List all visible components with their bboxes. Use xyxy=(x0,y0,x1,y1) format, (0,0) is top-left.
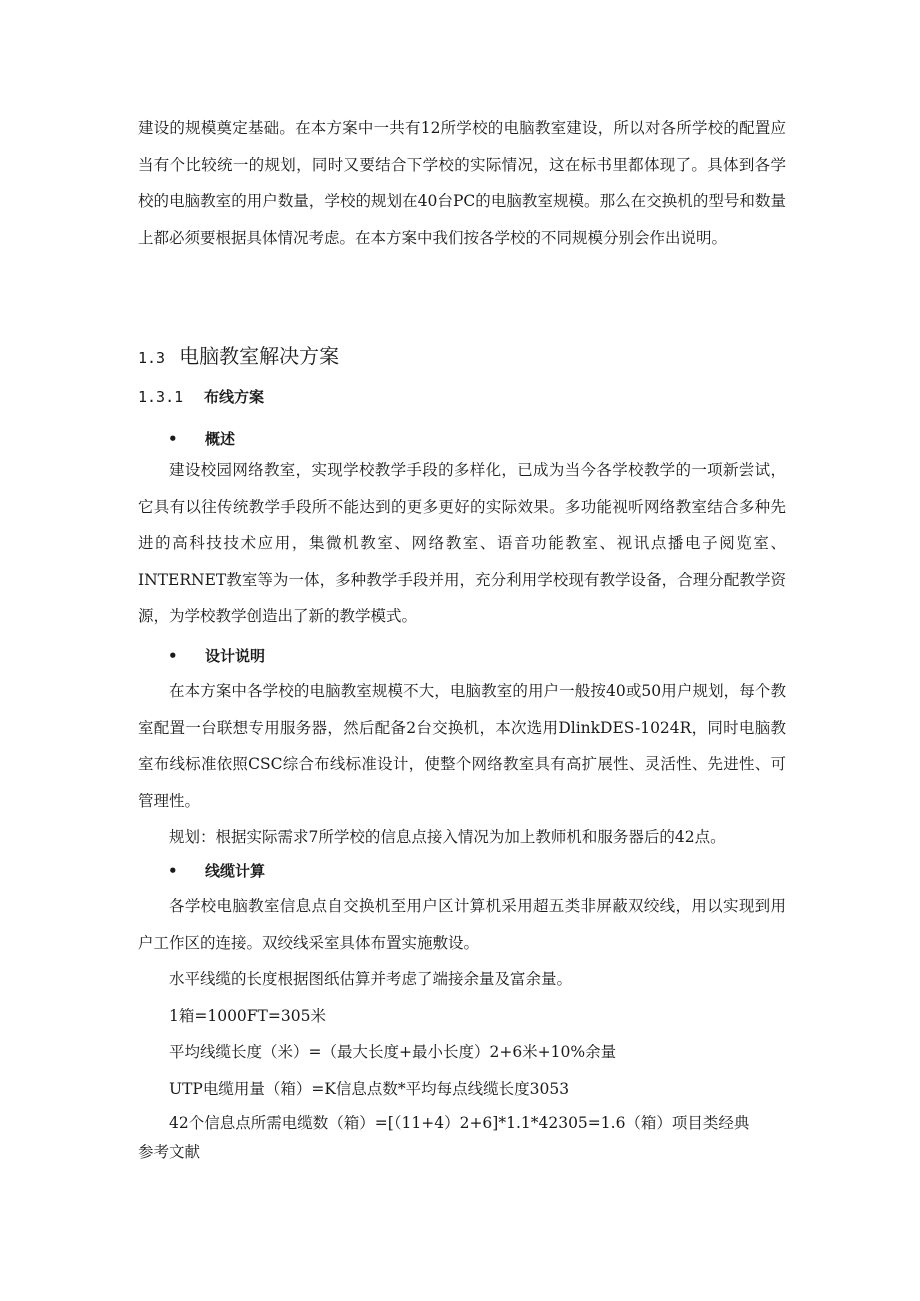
overview-heading: 概述 xyxy=(205,430,236,448)
design-paragraph: 在本方案中各学校的电脑教室规模不大，电脑教室的用户一般按40或50用户规划，每个教室配置一台联想专用服务器，然后配备2台交换机，本次选用DlinkDES-1024R，同时电脑教室布线标准依照CSC综合布线标准设计，使整个网络教室具有高扩展性、灵活性、先进性、可管理性。 xyxy=(138,682,786,810)
cable-line-4: UTP电缆用量（箱）=K信息点数*平均每点线缆长度3053 xyxy=(169,1079,570,1098)
overview-block xyxy=(138,452,786,635)
intro-block xyxy=(138,110,786,256)
section-heading xyxy=(138,340,339,369)
cable-line-6: 参考文献 xyxy=(138,1143,201,1161)
design-block xyxy=(138,673,786,856)
cable-block xyxy=(138,888,786,1165)
cable-paragraph: 各学校电脑教室信息点自交换机至用户区计算机采用超五类非屏蔽双绞线，用以实现到用户工作区的连接。双绞线采室具体布置实施敷设。 xyxy=(138,897,786,952)
subsection-title: 布线方案 xyxy=(204,388,265,406)
bullet-icon: • xyxy=(168,430,178,448)
cable-line-1: 水平线缆的长度根据图纸估算并考虑了端接余量及富余量。 xyxy=(169,970,573,988)
design-heading: 设计说明 xyxy=(205,647,266,665)
overview-paragraph: 建设校园网络教室，实现学校教学手段的多样化，已成为当今各学校教学的一项新尝试，它具有以往传统教学手段所不能达到的更多更好的实际效果。多功能视听网络教室结合多种先进的高科技技术应用，集微机教室、网络教室、语音功能教室、视讯点播电子阅览室、INTERNET教室等为一体，多种教学手段并用，充分利用学校现有教学设备，合理分配教学资源，为学校教学创造出了新的教学模式。 xyxy=(138,461,786,625)
bullet-heading-cable xyxy=(168,860,265,881)
section-title: 电脑教室解决方案 xyxy=(179,344,340,368)
subsection-number: 1.3.1 xyxy=(138,388,184,406)
cable-line-5: 42个信息点所需电缆数（箱）=[（11+4）2+6]*1.1*42305=1.6（箱）项目类经典 xyxy=(169,1114,750,1132)
bullet-icon: • xyxy=(168,647,178,665)
intro-paragraph: 建设的规模奠定基础。在本方案中一共有12所学校的电脑教室建设，所以对各所学校的配置应当有个比较统一的规划，同时又要结合下学校的实际情况，这在标书里都体现了。具体到各学校的电脑教室的用户数量，学校的规划在40台PC的电脑教室规模。那么在交换机的型号和数量上都必须要根据具体情况考虑。在本方案中我们按各学校的不同规模分别会作出说明。 xyxy=(138,119,786,247)
section-number: 1.3 xyxy=(138,349,166,367)
cable-heading: 线缆计算 xyxy=(205,862,266,880)
cable-line-2: 1箱=1000FT=305米 xyxy=(169,1006,326,1025)
bullet-heading-design xyxy=(168,645,265,666)
bullet-heading-overview xyxy=(168,428,235,449)
design-plan-line: 规划：根据实际需求7所学校的信息点接入情况为加上教师机和服务器后的42点。 xyxy=(169,828,726,846)
bullet-icon: • xyxy=(168,862,178,880)
subsection-heading xyxy=(138,386,264,407)
cable-line-3: 平均线缆长度（米）=（最大长度+最小长度）2+6米+10%余量 xyxy=(169,1043,617,1061)
